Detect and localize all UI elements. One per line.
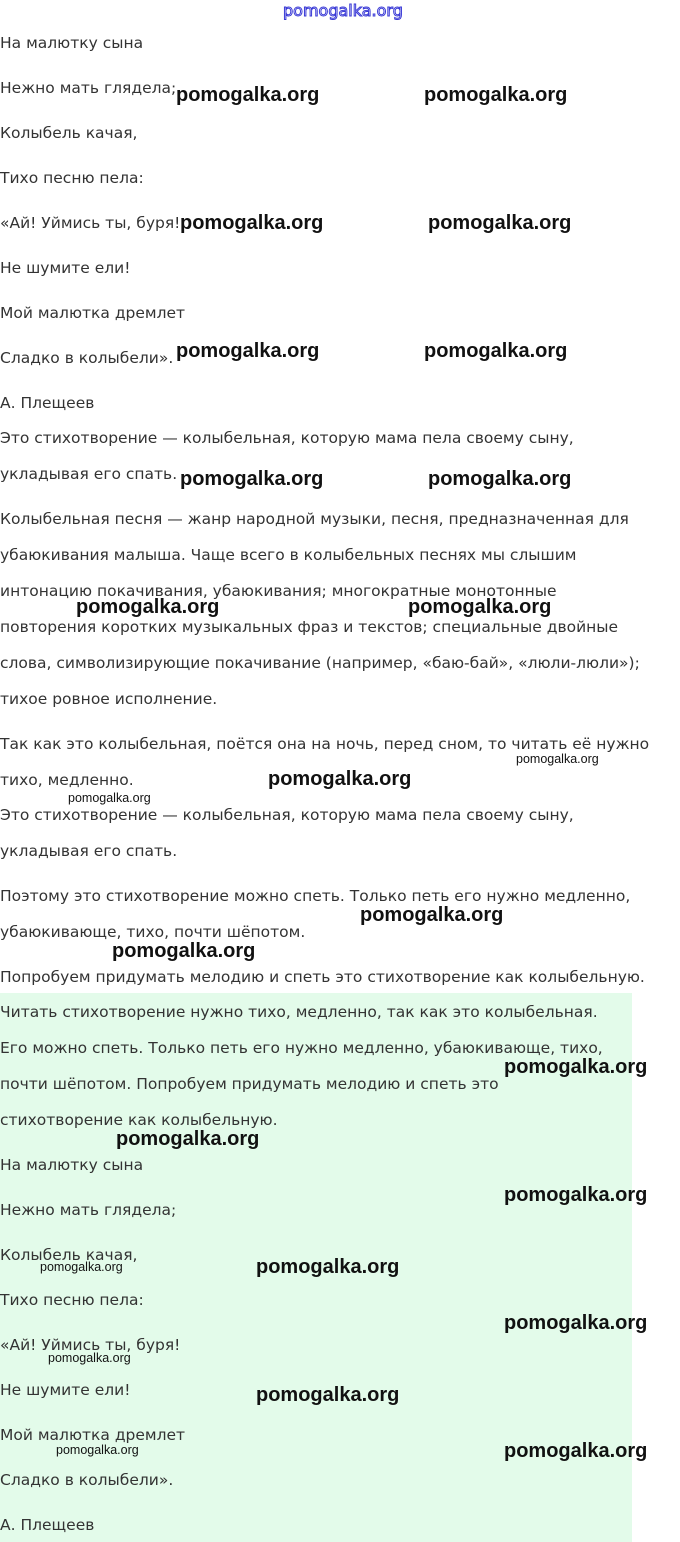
watermark: pomogalka.org — [56, 1443, 139, 1457]
explanation-line: Это стихотворение — колыбельная, которую мама пела своему сыну, — [0, 429, 574, 447]
watermark: pomogalka.org — [176, 84, 320, 106]
answer-poem-line: Сладко в колыбели». — [0, 1471, 174, 1489]
watermark: pomogalka.org — [424, 84, 568, 106]
watermark: pomogalka.org — [504, 1184, 648, 1206]
answer-poem-line: Тихо песню пела: — [0, 1291, 144, 1309]
answer-line: Читать стихотворение нужно тихо, медленно, так как это колыбельная. — [0, 1003, 598, 1021]
watermark: pomogalka.org — [408, 596, 552, 618]
watermark: pomogalka.org — [40, 1260, 123, 1274]
watermark: pomogalka.org — [112, 940, 256, 962]
explanation-line: убаюкивания малыша. Чаще всего в колыбельных песнях мы слышим — [0, 546, 577, 564]
watermark: pomogalka.org — [176, 340, 320, 362]
answer-poem-line: Нежно мать глядела; — [0, 1201, 177, 1219]
poem-line: Сладко в колыбели». — [0, 349, 174, 367]
watermark: pomogalka.org — [428, 212, 572, 234]
answer-poem-author: А. Плещеев — [0, 1516, 95, 1534]
watermark: pomogalka.org — [76, 596, 220, 618]
watermark: pomogalka.org — [180, 468, 324, 490]
answer-poem-line: На малютку сына — [0, 1156, 144, 1174]
explanation-line: слова, символизирующие покачивание (например, «баю-бай», «люли-люли»); — [0, 654, 640, 672]
watermark: pomogalka.org — [504, 1440, 648, 1462]
explanation-line: Это стихотворение — колыбельная, которую мама пела своему сыну, — [0, 806, 574, 824]
watermark: pomogalka.org — [360, 904, 504, 926]
answer-poem-line: Не шумите ели! — [0, 1381, 131, 1399]
answer-line: Его можно спеть. Только петь его нужно медленно, убаюкивающе, тихо, — [0, 1039, 603, 1057]
poem-line: Тихо песню пела: — [0, 169, 144, 187]
poem-author: А. Плещеев — [0, 394, 95, 412]
watermark: pomogalka.org — [48, 1351, 131, 1365]
explanation-line: Поэтому это стихотворение можно спеть. Только петь его нужно медленно, — [0, 887, 631, 905]
answer-poem-line: «Ай! Уймись ты, буря! — [0, 1336, 181, 1354]
watermark: pomogalka.org — [424, 340, 568, 362]
explanation-line: тихо, медленно. — [0, 771, 134, 789]
poem-line: Не шумите ели! — [0, 259, 131, 277]
explanation-line: Так как это колыбельная, поётся она на ночь, перед сном, то читать её нужно — [0, 735, 650, 753]
poem-line: Мой малютка дремлет — [0, 304, 186, 322]
explanation-line: Колыбельная песня — жанр народной музыки, песня, предназначенная для — [0, 510, 629, 528]
explanation-line: укладывая его спать. — [0, 465, 178, 483]
explanation-line: повторения коротких музыкальных фраз и текстов; специальные двойные — [0, 618, 619, 636]
poem-line: На малютку сына — [0, 34, 144, 52]
watermark: pomogalka.org — [516, 752, 599, 766]
watermark: pomogalka.org — [256, 1256, 400, 1278]
answer-line: почти шёпотом. Попробуем придумать мелодию и спеть это — [0, 1075, 499, 1093]
answer-line: стихотворение как колыбельную. — [0, 1111, 278, 1129]
answer-poem-line: Колыбель качая, — [0, 1246, 138, 1264]
watermark: pomogalka.org — [116, 1128, 260, 1150]
watermark: pomogalka.org — [428, 468, 572, 490]
watermark: pomogalka.org — [268, 768, 412, 790]
explanation-line: укладывая его спать. — [0, 842, 178, 860]
watermark: pomogalka.org — [180, 212, 324, 234]
explanation-line: убаюкивающе, тихо, почти шёпотом. — [0, 923, 306, 941]
watermark: pomogalka.org — [504, 1312, 648, 1334]
explanation-line: Попробуем придумать мелодию и спеть это стихотворение как колыбельную. — [0, 968, 645, 986]
explanation-line: интонацию покачивания, убаюкивания; многократные монотонные — [0, 582, 557, 600]
answer-poem-line: Мой малютка дремлет — [0, 1426, 186, 1444]
watermark: pomogalka.org — [256, 1384, 400, 1406]
watermark: pomogalka.org — [68, 791, 151, 805]
poem-line: «Ай! Уймись ты, буря! — [0, 214, 181, 232]
poem-line: Нежно мать глядела; — [0, 79, 177, 97]
poem-line: Колыбель качая, — [0, 124, 138, 142]
header-watermark[interactable]: pomogalka.org — [283, 1, 403, 20]
explanation-line: тихое ровное исполнение. — [0, 690, 218, 708]
watermark: pomogalka.org — [504, 1056, 648, 1078]
